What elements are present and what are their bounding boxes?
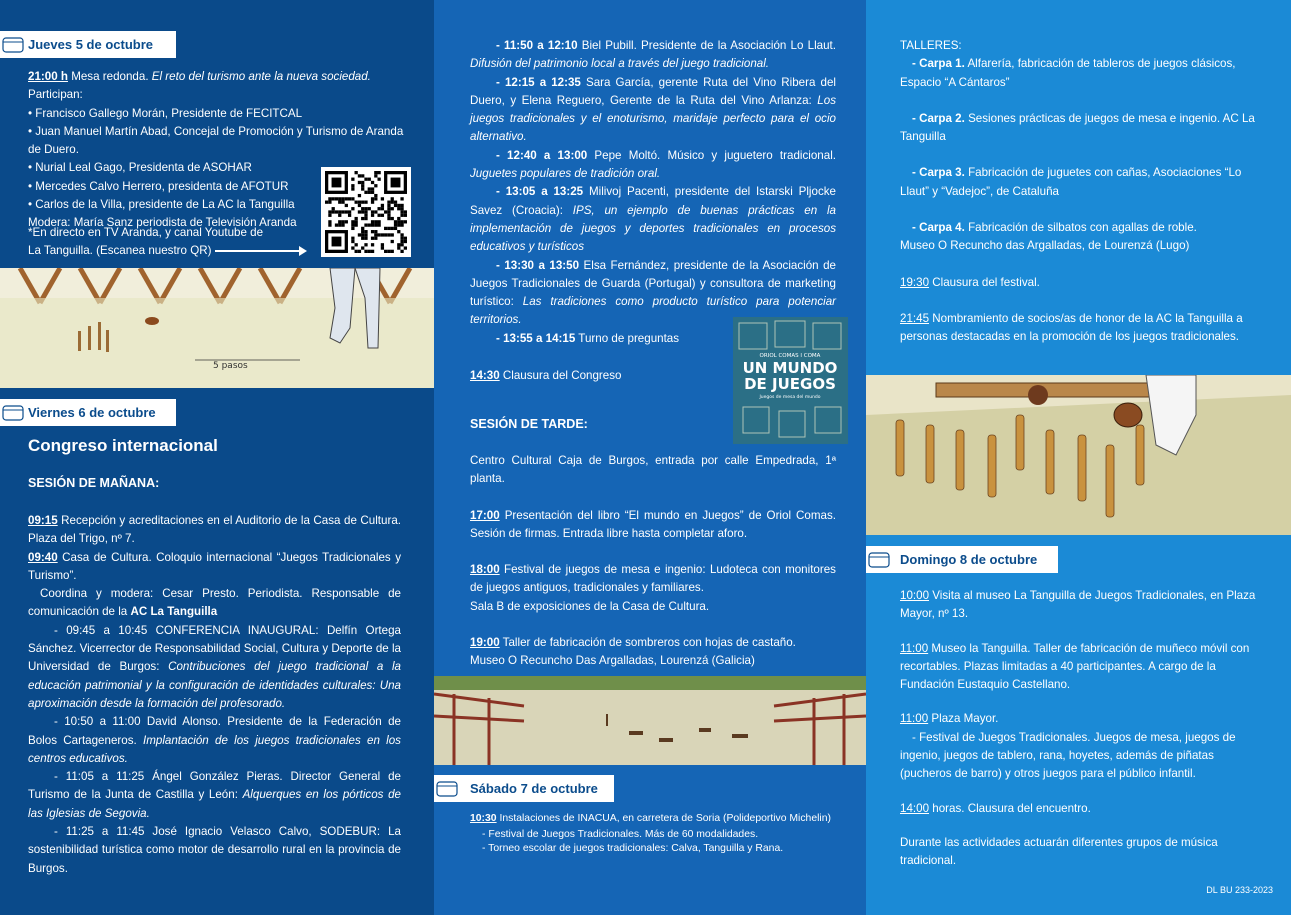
- event-title: Contribuciones del juego tradicional a la educación patrimonial y la configuración de identidades culturales: Una aproximación desde la formación del profesorado.: [28, 660, 401, 710]
- workshop-label: - Carpa 3.: [912, 166, 965, 180]
- event-text: Milivoj Pacenti, presidente del Istarski Pljocke Savez (Croacia):: [470, 185, 836, 217]
- book-subtitle: Juegos de mesa del mundo: [759, 395, 821, 400]
- event-time: - 10:50 a 11:00: [54, 715, 141, 729]
- live-note: [28, 224, 328, 261]
- participant-item: • Nurial Leal Gago, Presidenta de ASOHAR: [28, 159, 308, 177]
- event-text: Sara García, gerente Ruta del Vino Ribera del Duero, y Elena Reguero, Gerente de la Ruta del Vino Arlanza:: [470, 75, 837, 107]
- moderator-text: Coordina y modera: Cesar Presto. Periodista. Responsable de comunicación de la: [28, 587, 401, 619]
- event-text: Clausura del Congreso: [502, 369, 622, 382]
- participants-label: Participan:: [28, 88, 83, 102]
- event-text: Biel Pubill. Presidente de la Asociación Lo Llaut.: [581, 39, 836, 52]
- event-time: 19:00: [470, 636, 500, 650]
- bowling-scene: [0, 268, 434, 388]
- congress-closing: [470, 367, 621, 385]
- arrow-right-icon: [215, 246, 307, 256]
- illustration-pins: [866, 375, 1291, 535]
- column-saturday-sunday: [866, 0, 1291, 915]
- courtyard-scene: [434, 676, 866, 765]
- book-title-line-2: DE JUEGOS: [744, 375, 836, 393]
- pins-scene: [866, 375, 1291, 535]
- day-tab-saturday: [434, 775, 614, 802]
- event-text: Festival de juegos de mesa e ingenio: Ludoteca con monitores de juegos antiguos, tradicionales y familiares.: [470, 563, 836, 595]
- participant-item: • Mercedes Calvo Herrero, presidenta de AFOTUR: [28, 178, 308, 196]
- event-text: Presentación del libro “El mundo en Juegos” de Oriol Comas. Sesión de firmas. Entrada libre hasta completar aforo.: [470, 508, 836, 540]
- event-time: 09:40: [28, 550, 58, 564]
- event-text: Museo la Tanguilla. Taller de fabricación de muñeco móvil con recortables. Plazas limitadas a 40 participantes. A cargo de la Fundación Eustaquio Castellano.: [900, 641, 1250, 692]
- legal-deposit: DL BU 233-2023: [1206, 885, 1273, 895]
- workshop-label: - Carpa 4.: [912, 221, 965, 235]
- event-text: Recepción y acreditaciones en el Auditorio de la Casa de Cultura. Plaza del Trigo, nº 7.: [28, 514, 401, 546]
- live-note-line-2: La Tanguilla. (Escanea nuestro QR): [28, 244, 212, 258]
- event-time: 14:30: [470, 369, 500, 382]
- event-time: - 09:45 a 10:45 CONFERENCIA INAUGURAL:: [54, 623, 319, 637]
- workshops: [900, 37, 1260, 347]
- qr-code[interactable]: [321, 167, 411, 257]
- event-title: Las tradiciones como producto turístico para potenciar territorios.: [470, 295, 836, 327]
- event-time: 14:00: [900, 801, 930, 815]
- event-title: Alquerques en los pórticos de las Iglesias de Segovia.: [28, 788, 401, 820]
- event-title: Implantación de los juegos tradicionales en los centros educativos.: [28, 733, 401, 765]
- calendar-icon: [435, 778, 459, 798]
- event-time: - 13:05 a 13:25: [496, 185, 584, 199]
- event-time: - 12:15 a 12:35: [496, 75, 581, 89]
- event-text: José Ignacio Velasco Calvo, SODEBUR: La sostenibilidad turística como motor de desarrollo rural en la provincia de Burgos.: [28, 825, 401, 875]
- illustration-bowling: [0, 268, 434, 388]
- event-time: 11:00: [900, 712, 929, 726]
- event-text: Ángel González Pieras. Director General de Turismo de la Junta de Castilla y León:: [28, 770, 402, 802]
- event-time: - 13:30 a 13:50: [496, 258, 580, 272]
- event-title: El reto del turismo ante la nueva sociedad.: [151, 70, 371, 83]
- event-time: - 11:05 a 11:25: [54, 770, 145, 784]
- event-time: - 11:25 a 11:45: [54, 825, 145, 839]
- event-item: - Festival de Juegos Tradicionales. Más de 60 modalidades.: [482, 829, 759, 840]
- workshop-text: Museo O Recuncho das Argalladas, de Lourenzá (Lugo): [900, 239, 1190, 253]
- venue-text: Centro Cultural Caja de Burgos, entrada por calle Empedrada, 1ª planta.: [470, 454, 836, 486]
- saturday-program: [470, 812, 836, 856]
- event-text: Delfín Ortega Sánchez. Vicerrector de Responsabilidad Social, Cultura y Deporte de la Universidad de Burgos:: [28, 623, 401, 674]
- workshop-label: - Carpa 2.: [912, 111, 965, 125]
- event-title: IPS, un ejemplo de buenas prácticas en la implementación de juegos y deportes tradicionales en procesos educativos y turísticos: [470, 203, 836, 254]
- workshop-text: Alfarería, fabricación de tableros de juegos clásicos, Espacio “A Cántaros”: [900, 57, 1236, 89]
- calendar-icon: [867, 549, 891, 569]
- day-tab-label: Jueves 5 de octubre: [28, 37, 153, 52]
- sunday-program: [900, 587, 1260, 871]
- event-text: Clausura del festival.: [932, 275, 1040, 289]
- day-tab-friday: [0, 399, 176, 426]
- participant-item: • Carlos de la Villa, presidente de La AC la Tanguilla: [28, 196, 308, 214]
- event-text: Durante las actividades actuarán diferentes grupos de música tradicional.: [900, 835, 1218, 868]
- calendar-icon: [1, 34, 25, 54]
- event-text: Taller de fabricación de sombreros con hojas de castaño.: [502, 636, 796, 650]
- event-label: Mesa redonda.: [71, 70, 149, 83]
- event-text: Casa de Cultura. Coloquio internacional “Juegos Tradicionales y Turismo”.: [28, 550, 401, 582]
- event-text: David Alonso. Presidente de la Federación de Bolos Cartageneros.: [28, 715, 401, 747]
- event-title: Los juegos tradicionales y el enoturismo, maridaje perfecto para el ocio alternativo.: [470, 93, 836, 144]
- event-text: Sala B de exposiciones de la Casa de Cultura.: [470, 599, 710, 613]
- qr-code-image: [325, 171, 407, 253]
- event-text: Plaza Mayor.: [931, 712, 999, 726]
- event-time: 21:00 h: [28, 70, 68, 83]
- congress-title: Congreso internacional: [28, 436, 218, 455]
- day-tab-label: Sábado 7 de octubre: [470, 781, 598, 796]
- event-time: 17:00: [470, 508, 500, 522]
- event-text: Turno de preguntas: [578, 331, 680, 345]
- event-text: Visita al museo La Tanguilla de Juegos Tradicionales, en Plaza Mayor, nº 13.: [900, 589, 1256, 621]
- event-time: - 11:50 a 12:10: [496, 39, 578, 52]
- day-tab-sunday: [866, 546, 1058, 573]
- event-text: - Festival de Juegos Tradicionales. Juegos de mesa, juegos de ingenio, juegos de tablero, rana, hoyetes, además de piñatas (pucheros de barro) y otros juegos para el público infantil.: [900, 730, 1236, 781]
- day-tab-label: Viernes 6 de octubre: [28, 405, 156, 420]
- moderator: Modera: María Sanz periodista de Televisión Aranda: [28, 216, 297, 230]
- workshop-text: Fabricación de juguetes con cañas, Asociaciones “Lo Llaut” y “Vadejoc”, de Cataluña: [900, 166, 1242, 198]
- event-text: Instalaciones de INACUA, en carretera de Soria (Polideportivo Michelin): [499, 813, 831, 824]
- workshop-label: - Carpa 1.: [912, 57, 965, 71]
- event-title: Difusión del patrimonio local a través del juego tradicional.: [470, 57, 770, 71]
- workshop-text: Fabricación de silbatos con agallas de roble.: [968, 221, 1197, 235]
- distance-label: 5 pasos: [213, 361, 248, 371]
- workshop-text: Sesiones prácticas de juegos de mesa e ingenio. AC La Tanguilla: [900, 111, 1255, 144]
- column-friday-saturday: [434, 0, 866, 915]
- event-time: 18:00: [470, 563, 500, 577]
- event-time: - 13:55 a 14:15: [496, 331, 576, 345]
- event-time: 11:00: [900, 641, 929, 655]
- book-author: ORIOL COMAS I COMA: [759, 353, 821, 359]
- participant-item: • Juan Manuel Martín Abad, Concejal de Promoción y Turismo de Aranda de Duero.: [28, 123, 408, 160]
- event-time: 19:30: [900, 275, 930, 289]
- book-cover: [733, 317, 848, 444]
- participant-item: • Francisco Gallego Morán, Presidente de FECITCAL: [28, 105, 408, 123]
- friday-morning-program: [28, 512, 401, 878]
- book-cover-art: [733, 317, 848, 444]
- organizer-name: AC La Tanguilla: [130, 605, 218, 619]
- event-text: Elsa Fernández, presidente de la Asociación de Juegos Tradicionales de Guarda (Portugal) y consultora de marketing turístico:: [470, 258, 836, 309]
- event-text: horas. Clausura del encuentro.: [932, 801, 1091, 815]
- calendar-icon: [1, 402, 25, 422]
- event-item: - Torneo escolar de juegos tradicionales: Calva, Tanguilla y Rana.: [482, 843, 784, 854]
- afternoon-session-heading: SESIÓN DE TARDE:: [470, 417, 588, 431]
- column-thursday-friday: [0, 0, 434, 915]
- event-title: Juguetes populares de tradición oral.: [470, 167, 661, 181]
- workshops-heading: TALLERES:: [900, 39, 962, 52]
- event-text: Pepe Moltó. Músico y juguetero tradicional.: [594, 148, 836, 162]
- event-time: 10:30: [470, 813, 497, 824]
- day-tab-thursday: [0, 31, 176, 58]
- illustration-courtyard: [434, 676, 866, 765]
- book-title-line-1: UN MUNDO: [742, 359, 838, 377]
- morning-session-heading: SESIÓN DE MAÑANA:: [28, 476, 160, 490]
- event-text: Nombramiento de socios/as de honor de la AC la Tanguilla a personas destacadas en la promoción de los juegos tradicionales.: [900, 311, 1243, 344]
- live-note-line-1: *En directo en TV Aranda, y canal Youtube de: [28, 226, 264, 239]
- event-time: - 12:40 a 13:00: [496, 148, 588, 162]
- event-time: 21:45: [900, 311, 930, 325]
- event-time: 10:00: [900, 589, 930, 602]
- participants-list: [28, 105, 404, 215]
- event-time: 09:15: [28, 514, 58, 527]
- event-text: Museo O Recuncho Das Argalladas, Lourenzá (Galicia): [470, 654, 755, 668]
- friday-morning-continued: [470, 37, 836, 348]
- friday-afternoon-program: [470, 452, 836, 671]
- day-tab-label: Domingo 8 de octubre: [900, 552, 1038, 567]
- wooden-ball: [1028, 385, 1048, 405]
